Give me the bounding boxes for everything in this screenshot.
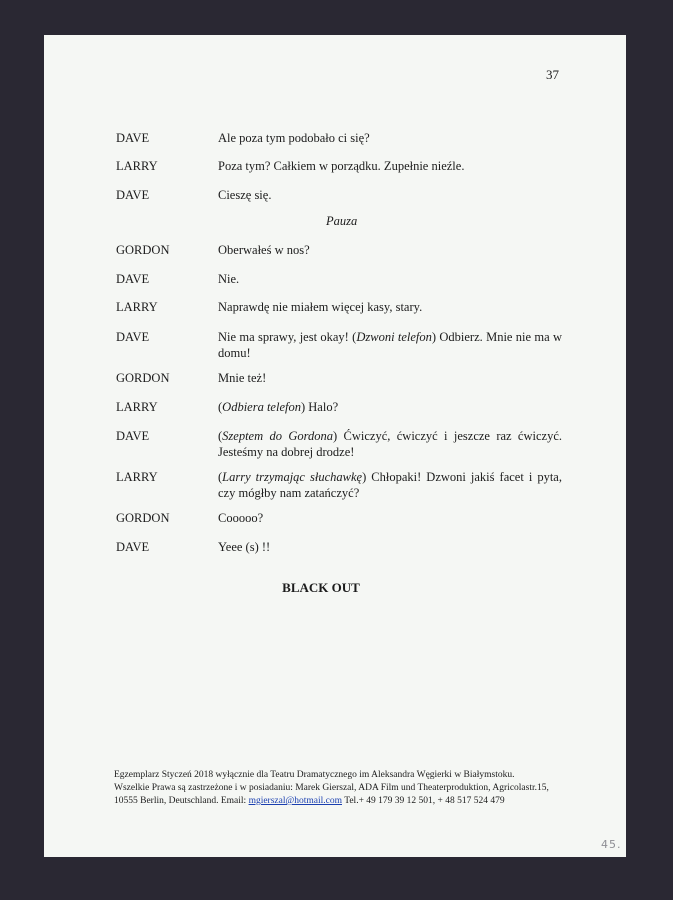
- speaker-name: DAVE: [116, 540, 150, 554]
- page-number: 37: [546, 67, 559, 82]
- speech-fragment: ) Odbierz. Mnie nie ma w domu!: [218, 330, 563, 360]
- speech-fragment: Naprawdę nie miałem więcej kasy, stary.: [218, 300, 423, 314]
- speech-fragment: ) Chłopaki! Dzwoni jakiś facet i pyta, czy mógłby nam zatańczyć?: [218, 470, 562, 500]
- speech-fragment: Yeee (s) !!: [218, 540, 271, 554]
- stage-direction-inline: Szeptem do Gordona: [222, 429, 334, 443]
- stage-direction-inline: Dzwoni telefon: [356, 330, 432, 344]
- speech-text: [218, 370, 562, 386]
- speech-text: [218, 539, 562, 555]
- speech-fragment: Cooooo?: [218, 511, 264, 525]
- speech-text: [218, 299, 562, 315]
- speech-text: [218, 399, 562, 415]
- speaker-name: DAVE: [116, 330, 150, 344]
- handwritten-page-mark: 45.: [601, 838, 622, 851]
- speech-fragment: Cieszę się.: [218, 188, 272, 202]
- footer-phone-text: Tel.+ 49 179 39 12 501, + 48 517 524 479: [342, 796, 505, 806]
- speech-text: [218, 428, 562, 460]
- speech-fragment: Poza tym? Całkiem w porządku. Zupełnie nieźle.: [218, 159, 465, 173]
- speech-fragment: Nie ma sprawy, jest okay! (: [218, 330, 357, 344]
- speaker-name: LARRY: [116, 300, 158, 314]
- speaker-name: LARRY: [116, 400, 158, 414]
- speech-fragment: Mnie też!: [218, 371, 267, 385]
- speech-text: [218, 271, 562, 287]
- speaker-name: DAVE: [116, 188, 150, 202]
- footer-line-2: [114, 782, 554, 808]
- speaker-name: GORDON: [116, 511, 170, 525]
- speech-text: [218, 510, 562, 526]
- speech-fragment: (: [218, 400, 223, 414]
- speech-text: [218, 329, 562, 361]
- speech-fragment: (: [218, 470, 223, 484]
- speaker-name: LARRY: [116, 159, 158, 173]
- footer-rights-text: Wszelkie Prawa są zastrzeżone i w posiadaniu: Marek Gierszal, ADA Film und Theaterproduktion, Agricolastr.15, 10555 Berlin, Deutschland. Email:: [114, 783, 549, 806]
- speech-text: [218, 130, 562, 146]
- stage-direction-inline: Larry trzymając słuchawkę: [222, 470, 363, 484]
- speaker-name: DAVE: [116, 429, 150, 443]
- speaker-name: DAVE: [116, 272, 150, 286]
- footer-line-1: Egzemplarz Styczeń 2018 wyłącznie dla Teatru Dramatycznego im Aleksandra Węgierki w Białymstoku.: [114, 770, 515, 780]
- speaker-name: LARRY: [116, 470, 158, 484]
- speech-fragment: (: [218, 429, 223, 443]
- speaker-name: GORDON: [116, 371, 170, 385]
- stage-direction-pause: Pauza: [326, 214, 358, 228]
- speech-text: [218, 158, 562, 174]
- speech-text: [218, 187, 562, 203]
- script-page: [44, 35, 626, 857]
- speech-fragment: Nie.: [218, 272, 240, 286]
- speech-fragment: ) Halo?: [300, 400, 339, 414]
- speaker-name: DAVE: [116, 131, 150, 145]
- speech-fragment: Ale poza tym podobało ci się?: [218, 131, 370, 145]
- speech-text: [218, 242, 562, 258]
- speech-text: [218, 469, 562, 501]
- footer-email-link[interactable]: mgierszal@hotmail.com: [248, 796, 342, 806]
- stage-direction-inline: Odbiera telefon: [222, 400, 301, 414]
- black-out-heading: BLACK OUT: [282, 580, 360, 595]
- speech-fragment: ) Ćwiczyć, ćwiczyć i jeszcze raz ćwiczyć. Jesteśmy na dobrej drodze!: [218, 429, 563, 459]
- speech-fragment: Oberwałeś w nos?: [218, 243, 310, 257]
- speaker-name: GORDON: [116, 243, 170, 257]
- copyright-footer: [114, 769, 554, 808]
